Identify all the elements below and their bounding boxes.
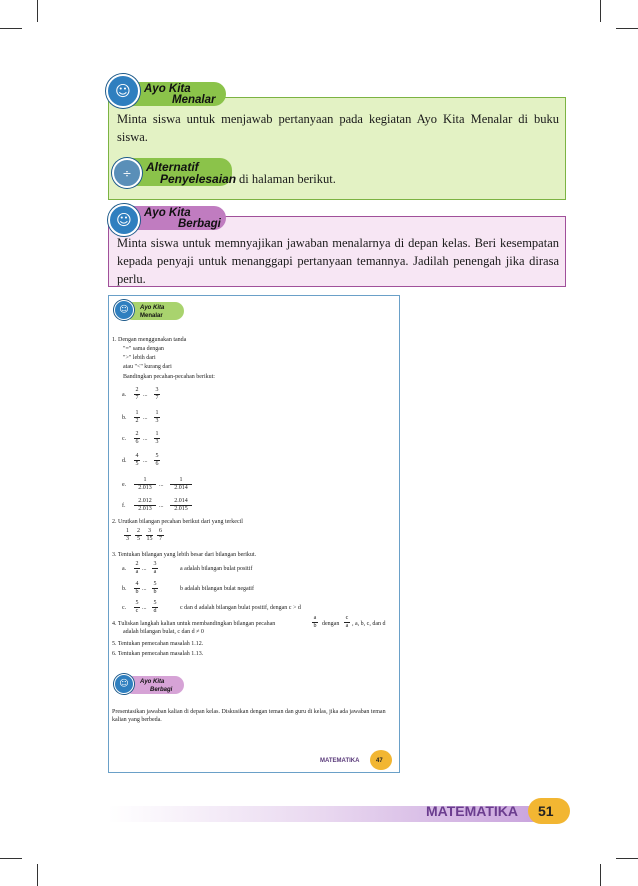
menalar-title-line1: Ayo Kita bbox=[144, 83, 191, 95]
q3-note: c dan d adalah bilangan bulat positif, dengan c > d bbox=[180, 605, 301, 611]
q2-fraction-numerator: 2 bbox=[137, 528, 140, 534]
q1-fraction-left-denominator: 7 bbox=[135, 395, 139, 401]
q4-tail: , a, b, c, dan d bbox=[352, 621, 386, 627]
crop-mark bbox=[37, 864, 38, 886]
menalar-text: Minta siswa untuk menjawab pertanyaan pada kegiatan Ayo Kita Menalar di buku siswa. bbox=[117, 112, 559, 144]
q1-item-label: f. bbox=[122, 503, 126, 509]
sharing-mascot-icon: ☺ bbox=[108, 204, 140, 236]
q1-fraction-right-numerator: 2.014 bbox=[174, 498, 188, 504]
q1-blank: ... bbox=[143, 415, 148, 421]
alternatif-suffix: di halaman berikut. bbox=[239, 172, 336, 186]
menalar-title-line2: Menalar bbox=[172, 94, 216, 106]
inner-footer-page: 47 bbox=[376, 758, 383, 764]
q1-blank: ... bbox=[159, 482, 164, 488]
q1-fraction-left-denominator: 2.013 bbox=[134, 505, 156, 513]
q3-fraction-left-denominator: b bbox=[135, 589, 139, 595]
q3-fraction-right bbox=[152, 581, 158, 596]
q3-fraction-right-numerator: 5 bbox=[153, 581, 157, 587]
q3-fraction-left bbox=[134, 600, 140, 615]
q3-fraction-right-numerator: 3 bbox=[153, 561, 157, 567]
q4-mid: dengan bbox=[322, 621, 340, 627]
crop-mark bbox=[0, 858, 22, 859]
q3-fraction-right-denominator: b bbox=[153, 589, 157, 595]
q3-fraction-left bbox=[134, 561, 140, 576]
q3-fraction-right bbox=[152, 561, 158, 576]
q2-fraction bbox=[157, 528, 164, 543]
q4-condition: adalah bilangan bulat, c dan d ≠ 0 bbox=[123, 629, 204, 635]
q1-fraction-right-numerator: 5 bbox=[155, 453, 159, 459]
q1-fraction-left-denominator: 6 bbox=[135, 439, 139, 445]
q5-text: 5. Tentukan pemecahan masalah 1.12. bbox=[112, 641, 204, 647]
q2-fraction-denominator: 7 bbox=[159, 536, 162, 542]
q2-fraction-numerator: 1 bbox=[126, 528, 129, 534]
q3-blank: ... bbox=[142, 586, 147, 592]
q1-item-label: a. bbox=[122, 392, 127, 398]
q3-fraction-right-denominator: d bbox=[153, 608, 157, 614]
q1-fraction-right-denominator: 2.014 bbox=[170, 484, 192, 492]
q1-fraction-left-denominator: 5 bbox=[135, 461, 139, 467]
q1-fraction-left bbox=[134, 498, 156, 513]
q3-note: a adalah bilangan bulat positif bbox=[180, 566, 253, 572]
q3-blank: ... bbox=[142, 605, 147, 611]
q3-fraction-right-denominator: a bbox=[153, 569, 157, 575]
q3-text: 3. Tentukan bilangan yang lebih besar dari bilangan berikut. bbox=[112, 552, 257, 558]
q1-fraction-left bbox=[134, 410, 140, 425]
q4-text: 4. Tuliskan langkah kalian untuk membandingkan bilangan pecahan bbox=[112, 621, 276, 627]
inner-footer-label: MATEMATIKA bbox=[320, 758, 360, 764]
crop-mark bbox=[616, 858, 638, 859]
q3-fraction-left-numerator: 5 bbox=[135, 600, 139, 606]
q1-fraction-right-numerator: 3 bbox=[155, 387, 159, 393]
q1-fraction-left bbox=[134, 431, 140, 446]
crop-mark bbox=[616, 28, 638, 29]
q1-item-label: b. bbox=[122, 415, 127, 421]
q1-item-label: d. bbox=[122, 458, 127, 464]
q2-fraction-numerator: 6 bbox=[159, 528, 162, 534]
q2-text: 2. Urutkan bilangan pecahan berikut dari yang terkecil bbox=[112, 519, 243, 525]
q3-blank: ... bbox=[142, 566, 147, 572]
q1-fraction-right-numerator: 1 bbox=[155, 431, 159, 437]
q3-fraction-left-numerator: 4 bbox=[135, 581, 139, 587]
inner-sharing-mascot-icon: ☺ bbox=[114, 674, 134, 694]
q3-fraction-left-denominator: a bbox=[135, 569, 139, 575]
crop-mark bbox=[0, 28, 22, 29]
q3-fraction-right-numerator: 5 bbox=[153, 600, 157, 606]
q3-item-label: a. bbox=[122, 566, 127, 572]
inner-berbagi-text: Presentasikan jawaban kalian di depan kelas. Diskusikan dengan teman dan guru di kelas, jika ada jawaban teman kalian yang berbeda. bbox=[112, 709, 386, 723]
q4-denominator-a: a bbox=[345, 623, 349, 629]
q1-fraction-right bbox=[154, 387, 160, 402]
q1-lt: atau "<" kurang dari bbox=[123, 364, 172, 370]
q1-text: 1. Dengan menggunakan tanda bbox=[112, 337, 187, 343]
q1-fraction-right bbox=[170, 477, 192, 492]
q1-fraction-left-numerator: 2 bbox=[135, 387, 139, 393]
inner-berbagi-line1: Ayo Kita bbox=[140, 679, 165, 685]
alternatif-line1: Alternatif bbox=[146, 160, 199, 174]
thinking-mascot-icon: ☺ bbox=[106, 74, 140, 108]
q3-note: b adalah bilangan bulat negatif bbox=[180, 586, 254, 592]
q1-item-label: c. bbox=[122, 436, 127, 442]
q4-numerator-c: c bbox=[345, 615, 349, 621]
q3-fraction-left-denominator: c bbox=[135, 608, 139, 614]
q1-item-label: e. bbox=[122, 482, 127, 488]
q1-fraction-left bbox=[134, 477, 156, 492]
berbagi-text: Minta siswa untuk memnyajikan jawaban menalarnya di depan kelas. Beri kesempatan kepada penyaji untuk menanggapi pertanyaan temannya. Jadilah penengah jika dirasa perlu. bbox=[117, 236, 559, 286]
q1-fraction-left-denominator: 2 bbox=[135, 418, 139, 424]
q1-fraction-right bbox=[154, 410, 160, 425]
q2-fraction bbox=[124, 528, 131, 543]
q1-blank: ... bbox=[143, 458, 148, 464]
q1-fraction-right-numerator: 1 bbox=[179, 477, 183, 483]
q1-fraction-left-numerator: 1 bbox=[135, 410, 139, 416]
inner-berbagi-line2: Berbagi bbox=[150, 687, 173, 693]
q3-item-label: c. bbox=[122, 605, 127, 611]
q2-fraction-numerator: 3 bbox=[148, 528, 151, 534]
q1-instruction: Bandingkan pecahan-pecahan berikut: bbox=[123, 374, 215, 380]
q1-fraction-left bbox=[134, 453, 140, 468]
q4-fraction-c-a bbox=[344, 615, 350, 630]
calculator-icon: ÷ bbox=[112, 158, 142, 188]
q3-fraction-left-numerator: 2 bbox=[135, 561, 139, 567]
q1-gt: ">" lebih dari bbox=[123, 355, 156, 361]
berbagi-title-line1: Ayo Kita bbox=[144, 207, 191, 219]
q1-fraction-left-denominator: 2.013 bbox=[134, 484, 156, 492]
q1-fraction-right-denominator: 3 bbox=[155, 418, 159, 424]
q1-fraction-right bbox=[170, 498, 192, 513]
q2-fraction-denominator: 15 bbox=[146, 536, 153, 542]
inner-thinking-mascot-icon: ☺ bbox=[114, 300, 134, 320]
q1-fraction-left-numerator: 2 bbox=[135, 431, 139, 437]
q1-blank: ... bbox=[143, 436, 148, 442]
q2-fraction-denominator: 3 bbox=[126, 536, 129, 542]
q3-fraction-right bbox=[152, 600, 158, 615]
q1-blank: ... bbox=[159, 503, 164, 509]
q4-denominator-b: b bbox=[313, 623, 317, 629]
crop-mark bbox=[600, 864, 601, 886]
q3-fraction-left bbox=[134, 581, 140, 596]
q1-fraction-right bbox=[154, 431, 160, 446]
q2-fraction bbox=[135, 528, 142, 543]
q1-fraction-left-numerator: 2.012 bbox=[138, 498, 152, 504]
q6-text: 6. Tentukan pemecahan masalah 1.13. bbox=[112, 651, 204, 657]
inner-menalar-line1: Ayo Kita bbox=[140, 305, 165, 311]
inner-menalar-line2: Menalar bbox=[140, 313, 163, 319]
q1-blank: ... bbox=[143, 392, 148, 398]
q1-fraction-right-denominator: 3 bbox=[155, 439, 159, 445]
q2-fraction bbox=[146, 528, 153, 543]
crop-mark bbox=[37, 0, 38, 22]
q1-fraction-right-denominator: 2.015 bbox=[170, 505, 192, 513]
q1-fraction-left-numerator: 4 bbox=[135, 453, 139, 459]
q1-eq: "=" sama dengan bbox=[123, 346, 164, 352]
berbagi-title-line2: Berbagi bbox=[178, 218, 221, 230]
footer-page: 51 bbox=[538, 803, 554, 819]
page-footer bbox=[108, 798, 578, 824]
q1-fraction-left-numerator: 1 bbox=[143, 477, 147, 483]
footer-label: MATEMATIKA bbox=[426, 803, 519, 819]
q2-fraction-denominator: 5 bbox=[137, 536, 140, 542]
q1-fraction-left bbox=[134, 387, 140, 402]
q4-fraction-a-b bbox=[312, 615, 318, 630]
q3-item-label: b. bbox=[122, 586, 127, 592]
q4-numerator-a: a bbox=[313, 615, 317, 621]
crop-mark bbox=[600, 0, 601, 22]
q1-fraction-right-denominator: 7 bbox=[155, 395, 159, 401]
q1-fraction-right-denominator: 6 bbox=[155, 461, 159, 467]
q1-fraction-right bbox=[154, 453, 160, 468]
alternatif-line2: Penyelesaian bbox=[160, 172, 237, 186]
q1-fraction-right-numerator: 1 bbox=[155, 410, 159, 416]
